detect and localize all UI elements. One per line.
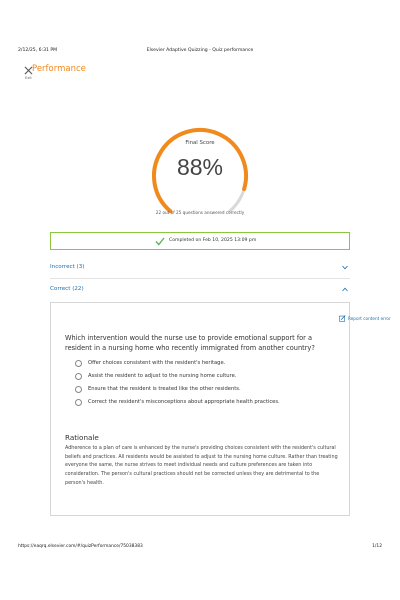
page-title: Performance — [32, 64, 86, 74]
radio-button[interactable] — [75, 373, 82, 380]
accordion-correct[interactable] — [50, 279, 350, 301]
answer-option[interactable] — [75, 398, 337, 411]
print-page-title: Elsevier Adaptive Quizzing - Quiz performance — [146, 48, 254, 53]
answer-options — [75, 359, 337, 411]
final-score-value: 88% — [176, 154, 224, 180]
print-datetime: 2/12/25, 6:31 PM — [18, 48, 58, 53]
accordion-incorrect-label: Incorrect (3) — [50, 264, 85, 270]
answer-option-text: Assist the resident to adjust to the nursing home culture. — [88, 373, 237, 379]
report-content-error-label: Report content error — [348, 316, 391, 321]
print-url: https://eaqrq.elsevier.com/#/quizPerformance/75038383 — [18, 544, 143, 549]
edit-icon — [339, 315, 346, 322]
accordion-correct-label: Correct (22) — [50, 286, 84, 292]
completed-banner — [50, 232, 350, 250]
question-card — [50, 302, 391, 516]
answer-option-text: Ensure that the resident is treated like the other residents. — [88, 386, 241, 392]
print-header — [18, 48, 382, 58]
final-score-label: Final Score — [185, 140, 215, 146]
chevron-up-icon — [342, 287, 348, 292]
answer-option[interactable] — [75, 372, 337, 385]
check-icon — [155, 237, 165, 246]
rationale-text: Adherence to a plan of care is enhanced by the nurse's providing choices consistent with the resident's cultural beliefs and practices. All residents would be assisted to adjust to the nursing home culture. Rather than treating everyone the same, the nurse strives to meet individual needs and culture preferences are taken into consideration. The person's cultural practices should not be corrected unless they are detrimental to the person's health. — [65, 445, 338, 486]
chevron-down-icon — [342, 265, 348, 270]
radio-button[interactable] — [75, 399, 82, 406]
radio-button[interactable] — [75, 360, 82, 367]
completed-text: Completed on Feb 10, 2025 13:09 pm — [169, 238, 257, 243]
answer-option[interactable] — [75, 385, 337, 398]
accordion-incorrect[interactable] — [50, 257, 350, 279]
answer-option-text: Correct the resident's misconceptions about appropriate health practices. — [88, 399, 280, 405]
rationale-heading: Rationale — [65, 433, 99, 442]
print-page-number: 1/12 — [372, 544, 382, 549]
answered-count: 22 out of 25 questions answered correctly — [155, 210, 245, 215]
answer-option-text: Offer choices consistent with the resident's heritage. — [88, 360, 226, 366]
radio-button[interactable] — [75, 386, 82, 393]
question-text: Which intervention would the nurse use to provide emotional support for a resident in a nursing home who recently immigrated from another country? — [65, 334, 315, 352]
exit-button[interactable]: Exit — [25, 76, 32, 80]
print-footer — [18, 544, 382, 554]
answer-option[interactable] — [75, 359, 337, 372]
